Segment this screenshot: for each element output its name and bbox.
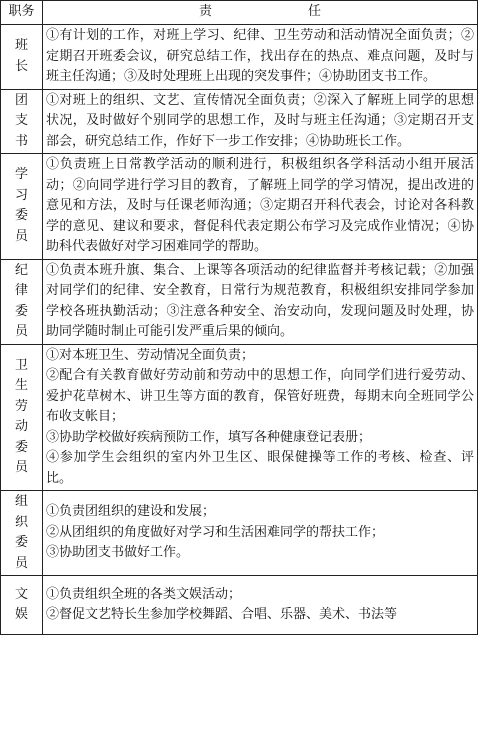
table-header-row: [1, 1, 478, 25]
role-cell: [1, 154, 43, 260]
duty-cell: ①负责本班升旗、集合、上课等各项活动的纪律监督并考核记载；②加强对同学们的纪律、安全教育，日常行为规范教育，积极组织安排同学参加学校各班执勤活动；③注意各种安全、治安动向，发现问题及时处理，协助同学随时制止可能引发严重后果的倾向。: [43, 259, 478, 344]
header-duties-char-1: 责: [198, 4, 212, 20]
table-row: [1, 89, 478, 154]
duty-cell: [43, 491, 478, 576]
role-label: 学习委员: [14, 167, 28, 244]
table-row: [1, 491, 478, 576]
duty-line: ②从团组织的角度做好对学习和生活困难同学的帮扶工作；: [46, 524, 385, 540]
role-label: 卫生劳动委员: [14, 357, 28, 476]
duty-cell: ①有计划的工作，对班上学习、纪律、卫生劳动和活动情况全面负责；②定期召开班委会议，研究总结工作，找出存在的热点、难点问题，及时与班主任沟通；③及时处理班上出现的突发事件；④协助团支书工作。: [43, 25, 478, 90]
role-cell: [1, 25, 43, 90]
role-cell: [1, 89, 43, 154]
role-cell: [1, 491, 43, 576]
duty-line: ①负责组织全班的各类文娱活动；: [46, 586, 242, 602]
duty-line: ④参加学生会组织的室内外卫生区、眼保健操等工作的考核、检查、评比。: [46, 450, 474, 486]
role-cell: [1, 259, 43, 344]
duty-cell: [43, 576, 478, 635]
duty-line: ②督促文艺特长生参加学校舞蹈、合唱、乐器、美术、书法等: [46, 607, 398, 622]
header-role: 职务: [1, 1, 43, 25]
table-row: [1, 344, 478, 491]
duty-line: ①对本班卫生、劳动情况全面负责；: [46, 347, 255, 363]
duty-line: ③协助学校做好疾病预防工作，填写各种健康登记表册；: [46, 429, 372, 445]
duty-cell: [43, 344, 478, 491]
role-label: 文娱: [14, 586, 28, 622]
role-label: 组织委员: [14, 494, 28, 571]
header-duties-char-2: 任: [308, 4, 322, 20]
table-row: [1, 259, 478, 344]
table-row: [1, 576, 478, 635]
table-row: [1, 25, 478, 90]
table-row: [1, 154, 478, 260]
role-label: 班长: [14, 38, 28, 74]
header-duties: [43, 1, 478, 25]
duty-cell: ①对班上的组织、文艺、宣传情况全面负责；②深入了解班上同学的思想状况，及时做好个别同学的思想工作，及时与班主任沟通；③定期召开支部会，研究总结工作，作好下一步工作安排；④协助班长工作。: [43, 89, 478, 154]
duty-line: ③协助团支书做好工作。: [46, 545, 190, 561]
role-label: 纪律委员: [14, 262, 28, 339]
duty-cell: ①负责班上日常教学活动的顺利进行，积极组织各学科活动小组开展活动；②向同学进行学习目的教育，了解班上同学的学习情况，提出改进的意见和方法，及时与任课老师沟通；③定期召开科代表会，讨论对各科教学的意见、建议和要求，督促科代表定期公布学习及完成作业情况；④协助科代表做好对学习困难同学的帮助。: [43, 154, 478, 260]
role-cell: [1, 344, 43, 491]
role-label: 团支书: [14, 92, 28, 149]
duty-line: ②配合有关教育做好劳动前和劳动中的思想工作，向同学们进行爱劳动、爱护花草树木、讲卫生等方面的教育，保管好班费，每期末向全班同学公布收支帐目；: [46, 368, 474, 424]
duty-line: ①负责团组织的建设和发展；: [46, 504, 216, 520]
role-cell: [1, 576, 43, 635]
